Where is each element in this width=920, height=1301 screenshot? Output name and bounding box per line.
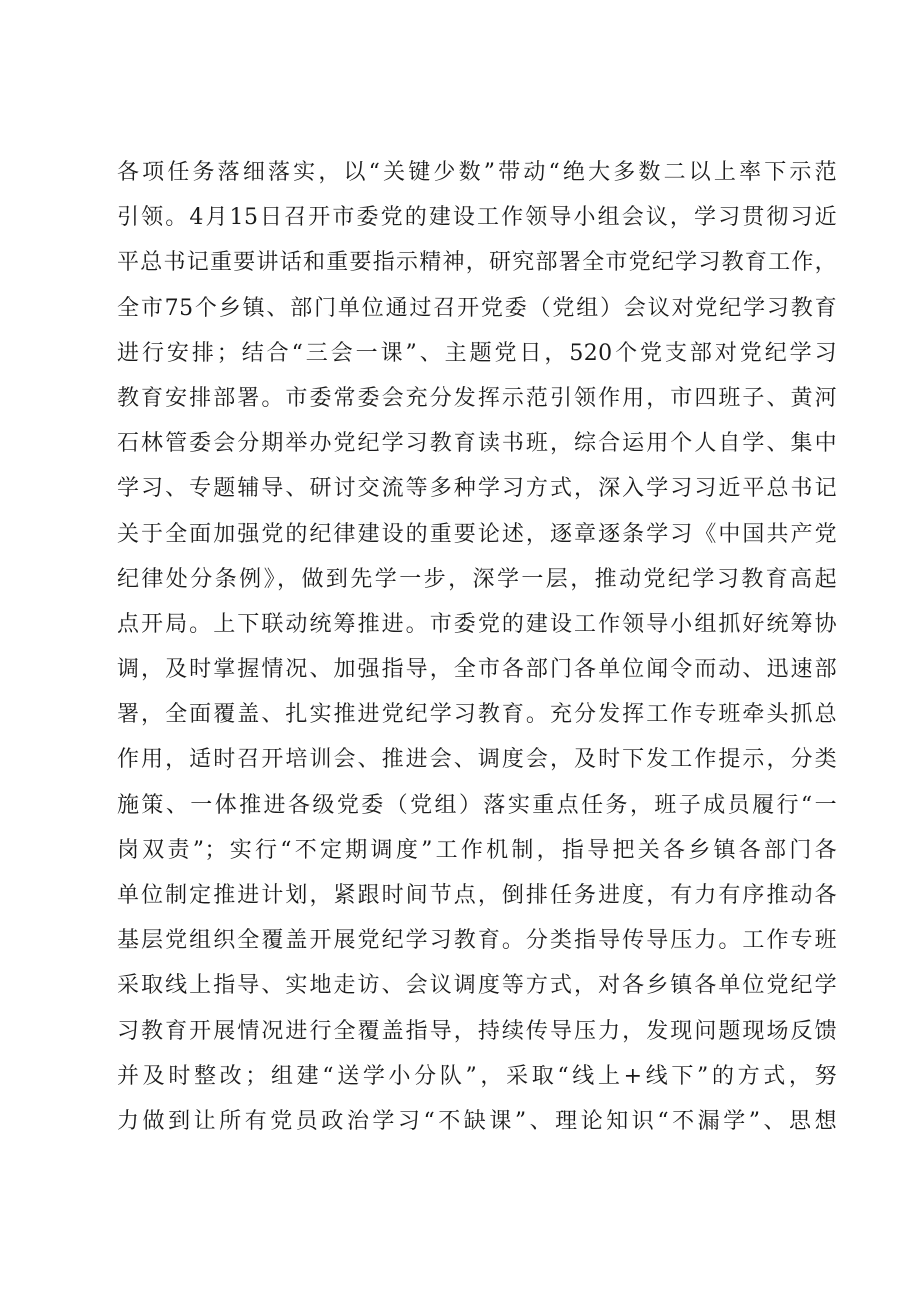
text-line: 关于全面加强党的纪律建设的重要论述，逐章逐条学习《中国共产党 bbox=[117, 521, 837, 547]
text-line: 点开局。上下联动统筹推进。市委党的建设工作领导小组抓好统筹协 bbox=[117, 611, 837, 637]
text-line: 引领。4月15日召开市委党的建设工作领导小组会议，学习贯彻习近 bbox=[117, 205, 837, 231]
text-line: 单位制定推进计划，紧跟时间节点，倒排任务进度，有力有序推动各 bbox=[117, 883, 837, 908]
text-line: 并及时整改；组建“送学小分队”，采取“线上+线下”的方式，努 bbox=[117, 1063, 837, 1089]
text-line: 调，及时掌握情况、加强指导，全市各部门各单位闻令而动、迅速部 bbox=[117, 657, 837, 683]
text-line: 平总书记重要讲话和重要指示精神，研究部署全市党纪学习教育工作， bbox=[117, 250, 837, 276]
text-line: 全市75个乡镇、部门单位通过召开党委（党组）会议对党纪学习教育 bbox=[117, 295, 837, 321]
text-line: 施策、一体推进各级党委（党组）落实重点任务，班子成员履行“一 bbox=[117, 792, 837, 818]
text-line: 教育安排部署。市委常委会充分发挥示范引领作用，市四班子、黄河 bbox=[117, 385, 837, 411]
text-line: 署，全面覆盖、扎实推进党纪学习教育。充分发挥工作专班牵头抓总 bbox=[117, 702, 837, 728]
text-line: 基层党组织全覆盖开展党纪学习教育。分类指导传导压力。工作专班 bbox=[117, 928, 837, 954]
text-line: 习教育开展情况进行全覆盖指导，持续传导压力，发现问题现场反馈 bbox=[117, 1018, 837, 1044]
text-line: 岗双责”；实行“不定期调度”工作机制，指导把关各乡镇各部门各 bbox=[117, 837, 837, 863]
text-line: 各项任务落细落实，以“关键少数”带动“绝大多数二以上率下示范 bbox=[117, 160, 837, 185]
text-line: 进行安排；结合“三会一课”、主题党日，520个党支部对党纪学习 bbox=[117, 340, 837, 366]
text-line: 石林管委会分期举办党纪学习教育读书班，综合运用个人自学、集中 bbox=[117, 431, 837, 457]
text-line: 纪律处分条例》，做到先学一步，深学一层，推动党纪学习教育高起 bbox=[117, 566, 837, 592]
text-line: 作用，适时召开培训会、推进会、调度会，及时下发工作提示，分类 bbox=[117, 747, 837, 773]
body-paragraph bbox=[117, 150, 837, 1144]
text-line: 力做到让所有党员政治学习“不缺课”、理论知识“不漏学”、思想 bbox=[117, 1108, 837, 1134]
text-line: 学习、专题辅导、研讨交流等多种学习方式，深入学习习近平总书记 bbox=[117, 476, 837, 502]
text-line: 采取线上指导、实地走访、会议调度等方式，对各乡镇各单位党纪学 bbox=[117, 973, 837, 999]
